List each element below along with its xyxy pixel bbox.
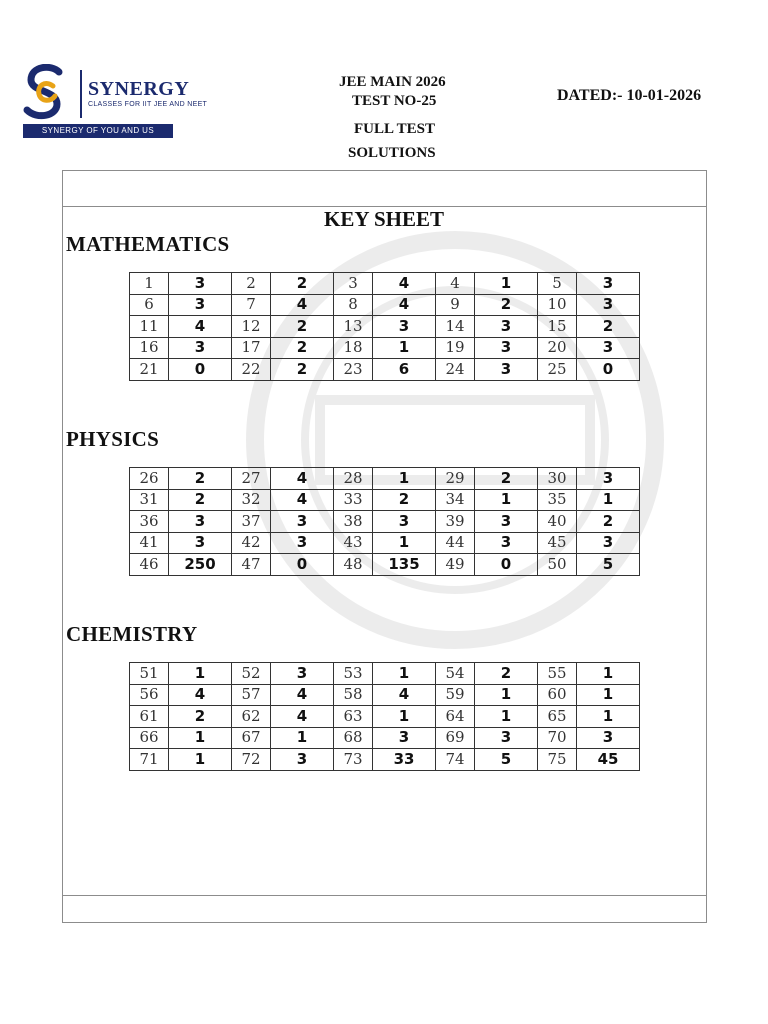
question-number: 48 (334, 554, 373, 576)
answer-value: 4 (271, 294, 334, 316)
question-number: 18 (334, 337, 373, 359)
answer-value: 4 (169, 316, 232, 338)
answer-value: 1 (169, 727, 232, 749)
section-title-chemistry: CHEMISTRY (66, 622, 198, 646)
question-number: 13 (334, 316, 373, 338)
answer-value: 3 (475, 532, 538, 554)
question-number: 49 (436, 554, 475, 576)
answer-value: 4 (271, 684, 334, 706)
question-number: 32 (232, 489, 271, 511)
question-number: 34 (436, 489, 475, 511)
question-number: 71 (130, 749, 169, 771)
section-title-physics: PHYSICS (66, 427, 160, 451)
answer-value: 1 (169, 663, 232, 685)
question-number: 44 (436, 532, 475, 554)
question-number: 46 (130, 554, 169, 576)
question-number: 31 (130, 489, 169, 511)
answer-value: 3 (475, 316, 538, 338)
answer-value: 4 (271, 706, 334, 728)
brand-tagline: SYNERGY OF YOU AND US (23, 124, 173, 138)
answer-value: 2 (373, 489, 436, 511)
question-number: 60 (538, 684, 577, 706)
question-number: 52 (232, 663, 271, 685)
question-number: 23 (334, 359, 373, 381)
question-number: 73 (334, 749, 373, 771)
document-type: SOLUTIONS (348, 145, 436, 161)
answer-value: 3 (169, 337, 232, 359)
answer-value: 4 (373, 294, 436, 316)
answer-value: 3 (577, 294, 640, 316)
answer-value: 3 (577, 727, 640, 749)
answer-value: 1 (577, 706, 640, 728)
table-row (130, 273, 640, 295)
answer-value: 135 (373, 554, 436, 576)
question-number: 54 (436, 663, 475, 685)
table-row (130, 316, 640, 338)
answer-value: 2 (475, 663, 538, 685)
answer-value: 0 (577, 359, 640, 381)
answer-value: 1 (475, 684, 538, 706)
answer-value: 3 (271, 749, 334, 771)
answer-value: 0 (271, 554, 334, 576)
question-number: 15 (538, 316, 577, 338)
question-number: 12 (232, 316, 271, 338)
question-number: 53 (334, 663, 373, 685)
answer-table-physics (129, 467, 640, 576)
answer-value: 2 (577, 511, 640, 533)
answer-value: 2 (271, 316, 334, 338)
answer-value: 3 (271, 511, 334, 533)
question-number: 62 (232, 706, 271, 728)
table-row (130, 468, 640, 490)
question-number: 6 (130, 294, 169, 316)
answer-value: 4 (373, 273, 436, 295)
test-date: DATED:- 10-01-2026 (557, 87, 702, 104)
answer-value: 33 (373, 749, 436, 771)
table-row (130, 511, 640, 533)
table-row (130, 727, 640, 749)
answer-value: 1 (577, 489, 640, 511)
question-number: 47 (232, 554, 271, 576)
question-number: 45 (538, 532, 577, 554)
table-row (130, 337, 640, 359)
answer-value: 1 (577, 663, 640, 685)
table-row (130, 684, 640, 706)
answer-value: 1 (373, 468, 436, 490)
question-number: 22 (232, 359, 271, 381)
question-number: 75 (538, 749, 577, 771)
answer-value: 3 (577, 532, 640, 554)
question-number: 55 (538, 663, 577, 685)
answer-value: 3 (271, 532, 334, 554)
question-number: 40 (538, 511, 577, 533)
question-number: 7 (232, 294, 271, 316)
question-number: 10 (538, 294, 577, 316)
answer-value: 4 (271, 468, 334, 490)
question-number: 29 (436, 468, 475, 490)
answer-value: 2 (475, 294, 538, 316)
answer-value: 1 (373, 337, 436, 359)
answer-value: 3 (169, 273, 232, 295)
answer-table-mathematics (129, 272, 640, 381)
answer-value: 1 (373, 706, 436, 728)
question-number: 64 (436, 706, 475, 728)
answer-value: 2 (169, 489, 232, 511)
question-number: 2 (232, 273, 271, 295)
answer-value: 2 (577, 316, 640, 338)
question-number: 19 (436, 337, 475, 359)
logo-divider (80, 70, 82, 118)
question-number: 17 (232, 337, 271, 359)
brand-subtitle: CLASSES FOR IIT JEE AND NEET (88, 101, 208, 108)
section-title-mathematics: MATHEMATICS (66, 232, 230, 256)
exam-name: JEE MAIN 2026 (339, 74, 446, 90)
question-number: 58 (334, 684, 373, 706)
question-number: 63 (334, 706, 373, 728)
answer-value: 1 (271, 727, 334, 749)
answer-value: 3 (373, 727, 436, 749)
question-number: 67 (232, 727, 271, 749)
answer-value: 1 (475, 273, 538, 295)
bottom-divider (62, 895, 707, 896)
answer-value: 1 (475, 489, 538, 511)
answer-value: 1 (577, 684, 640, 706)
answer-value: 2 (271, 273, 334, 295)
answer-value: 2 (271, 359, 334, 381)
question-number: 24 (436, 359, 475, 381)
question-number: 65 (538, 706, 577, 728)
answer-value: 1 (475, 706, 538, 728)
answer-value: 2 (169, 468, 232, 490)
question-number: 42 (232, 532, 271, 554)
answer-value: 1 (373, 663, 436, 685)
test-number: TEST NO-25 (352, 93, 437, 109)
answer-value: 2 (169, 706, 232, 728)
answer-value: 1 (373, 532, 436, 554)
question-number: 37 (232, 511, 271, 533)
question-number: 27 (232, 468, 271, 490)
question-number: 43 (334, 532, 373, 554)
question-number: 66 (130, 727, 169, 749)
question-number: 59 (436, 684, 475, 706)
answer-value: 3 (577, 337, 640, 359)
question-number: 38 (334, 511, 373, 533)
answer-value: 3 (475, 511, 538, 533)
question-number: 5 (538, 273, 577, 295)
answer-table-chemistry (129, 662, 640, 771)
answer-value: 4 (169, 684, 232, 706)
question-number: 8 (334, 294, 373, 316)
table-row (130, 749, 640, 771)
question-number: 36 (130, 511, 169, 533)
table-body (130, 468, 640, 576)
question-number: 1 (130, 273, 169, 295)
question-number: 61 (130, 706, 169, 728)
table-row (130, 706, 640, 728)
answer-value: 4 (373, 684, 436, 706)
table-body (130, 663, 640, 771)
table-row (130, 359, 640, 381)
synergy-logo (23, 64, 208, 138)
question-number: 28 (334, 468, 373, 490)
question-number: 25 (538, 359, 577, 381)
answer-value: 2 (475, 468, 538, 490)
question-number: 21 (130, 359, 169, 381)
answer-value: 6 (373, 359, 436, 381)
table-row (130, 489, 640, 511)
question-number: 72 (232, 749, 271, 771)
question-number: 39 (436, 511, 475, 533)
question-number: 35 (538, 489, 577, 511)
answer-value: 3 (373, 316, 436, 338)
answer-value: 250 (169, 554, 232, 576)
question-number: 20 (538, 337, 577, 359)
answer-value: 3 (271, 663, 334, 685)
answer-value: 5 (577, 554, 640, 576)
question-number: 26 (130, 468, 169, 490)
answer-value: 4 (271, 489, 334, 511)
question-number: 51 (130, 663, 169, 685)
answer-value: 5 (475, 749, 538, 771)
answer-value: 3 (475, 727, 538, 749)
question-number: 50 (538, 554, 577, 576)
question-number: 68 (334, 727, 373, 749)
answer-value: 0 (169, 359, 232, 381)
table-row (130, 532, 640, 554)
answer-value: 3 (577, 468, 640, 490)
table-row (130, 663, 640, 685)
answer-value: 3 (169, 294, 232, 316)
question-number: 74 (436, 749, 475, 771)
question-number: 9 (436, 294, 475, 316)
question-number: 33 (334, 489, 373, 511)
test-type: FULL TEST (354, 121, 436, 137)
answer-value: 3 (169, 532, 232, 554)
question-number: 56 (130, 684, 169, 706)
key-sheet-title: KEY SHEET (323, 207, 444, 231)
answer-value: 3 (577, 273, 640, 295)
synergy-logo-icon (23, 64, 67, 120)
question-number: 70 (538, 727, 577, 749)
table-body (130, 273, 640, 381)
question-number: 57 (232, 684, 271, 706)
question-number: 41 (130, 532, 169, 554)
answer-value: 45 (577, 749, 640, 771)
question-number: 16 (130, 337, 169, 359)
brand-name: SYNERGY (88, 78, 190, 100)
question-number: 69 (436, 727, 475, 749)
question-number: 4 (436, 273, 475, 295)
question-number: 14 (436, 316, 475, 338)
answer-value: 3 (475, 359, 538, 381)
answer-value: 3 (169, 511, 232, 533)
table-row (130, 554, 640, 576)
answer-value: 3 (373, 511, 436, 533)
answer-value: 1 (169, 749, 232, 771)
question-number: 30 (538, 468, 577, 490)
question-number: 3 (334, 273, 373, 295)
table-row (130, 294, 640, 316)
answer-value: 3 (475, 337, 538, 359)
question-number: 11 (130, 316, 169, 338)
answer-value: 0 (475, 554, 538, 576)
answer-value: 2 (271, 337, 334, 359)
